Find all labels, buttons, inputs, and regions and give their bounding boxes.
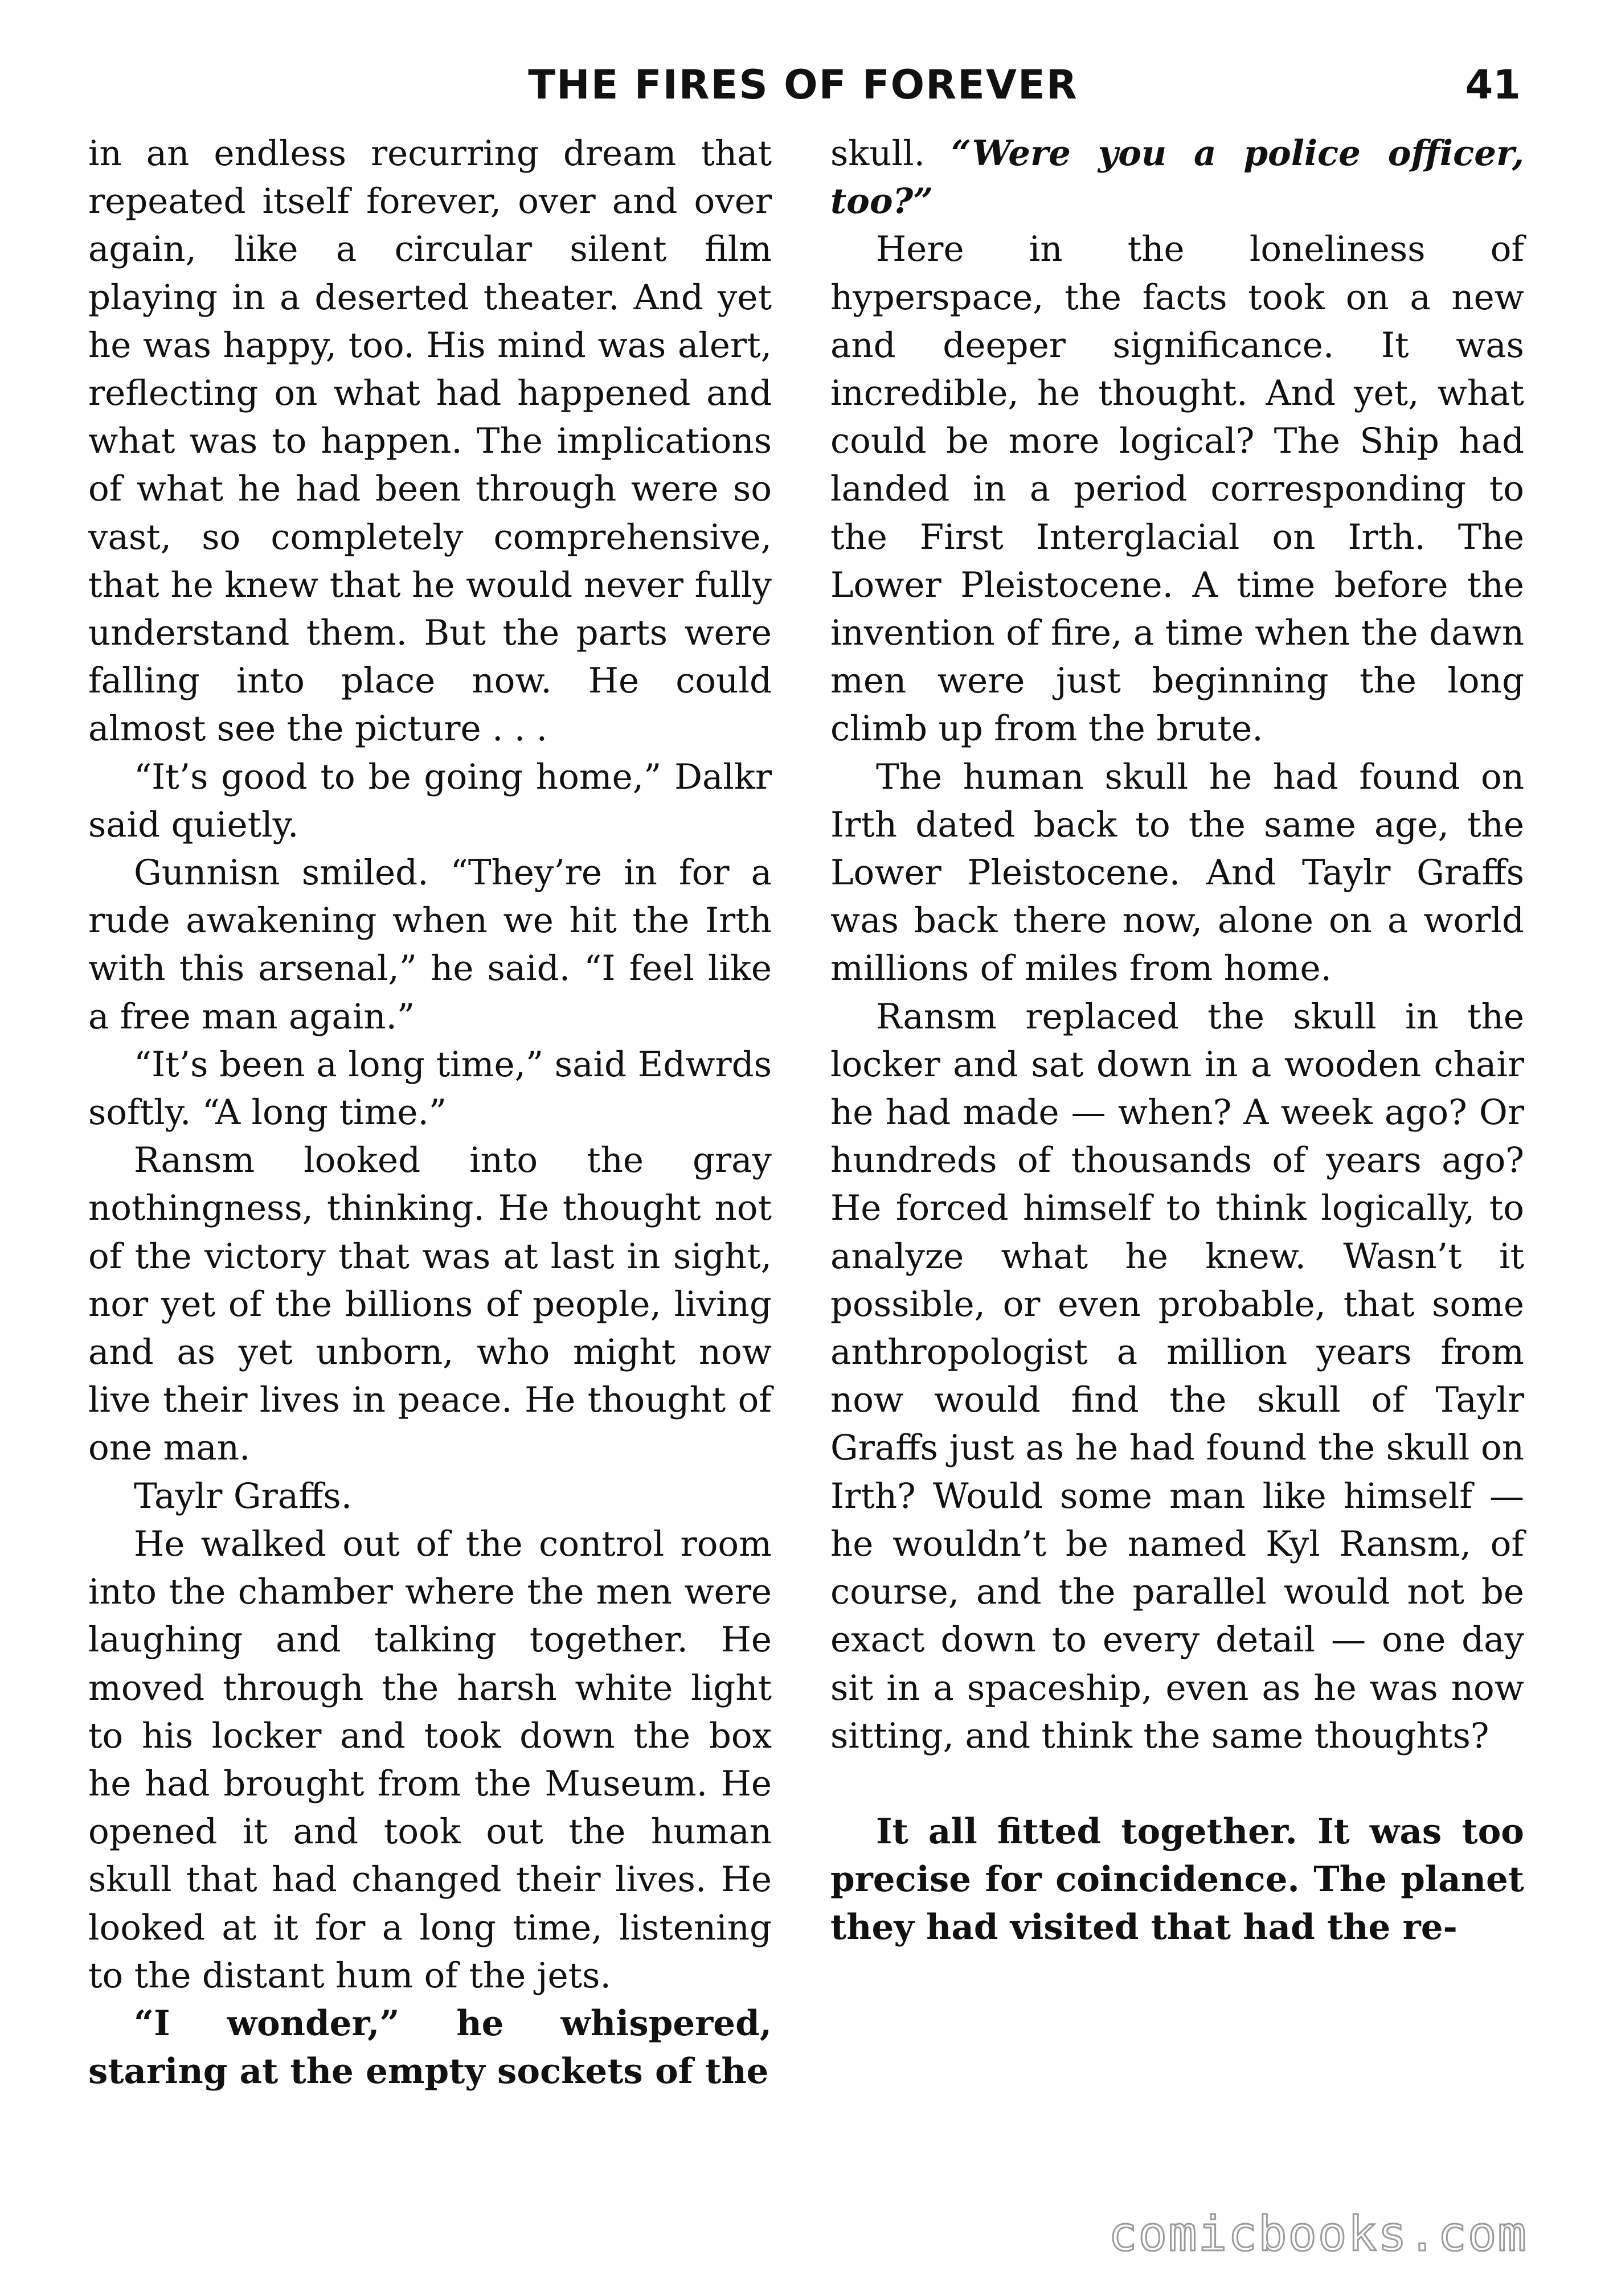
page-number: 41: [1465, 62, 1521, 108]
paragraph: [830, 130, 1524, 226]
paragraph: He walked out of the control room into the chamber where the men were laughing and talking together. He moved through the harsh white light to his locker and took down the box he had brought from the Museum. He opened it and took out the human skull that had changed their lives. He looked at it for a long time, listening to the distant hum of the jets.: [88, 1523, 772, 1996]
paragraph: Ransm replaced the skull in the locker and sat down in a wooden chair he had made — when? A week ago? Or hundreds of thousands of years ago? He forced himself to think logically, to analyze what he knew. Wasn’t it possible, or even probable, that some anthropologist a million years from now would find the skull of Taylr Graffs just as he had found the skull on Irth? Would some man like himself — he wouldn’t be named Kyl Ransm, of course, and the parallel would not be exact down to every detail — one day sit in a spaceship, even as he was now sitting, and think the same thoughts?: [830, 996, 1524, 1756]
paragraph: “I wonder,” he whispered, staring at the empty sockets of the: [88, 2003, 772, 2092]
paragraph: in an endless recurring dream that repeated itself forever, over and over again, like a circular silent film playing in a deserted theater. And yet he was happy, too. His mind was alert, reflecting on what had happened and what was to happen. The implications of what he had been through were so vast, so completely comprehensive, that he knew that he would never fully understand them. But the parts were falling into place now. He could almost see the picture . . .: [88, 133, 772, 749]
paragraph: “It’s been a long time,” said Edwrds softly. “A long time.”: [88, 1044, 772, 1133]
paragraph: Ransm looked into the gray nothingness, thinking. He thought not of the victory that was at last in sight, nor yet of the billions of people, living and as yet unborn, who might now live their lives in peace. He thought of one man.: [88, 1140, 772, 1469]
section-break: [830, 1760, 1524, 1808]
page-header: [85, 62, 1521, 113]
paragraph: “It’s good to be going home,” Dalkr said quietly.: [88, 756, 772, 845]
paragraph: It all fitted together. It was too precise for coincidence. The planet they had visited that had the re-: [830, 1811, 1524, 1948]
paragraph: The human skull he had found on Irth dated back to the same age, the Lower Pleistocene. And Taylr Graffs was back there now, alone on a world millions of miles from home.: [830, 756, 1524, 989]
watermark: comicbooks.com: [1108, 2206, 1528, 2262]
paragraph-text: skull.: [830, 133, 951, 174]
right-column: [830, 130, 1524, 1952]
paragraph: Taylr Graffs.: [134, 1475, 353, 1516]
left-column: [88, 130, 772, 2096]
paragraph: Here in the loneliness of hyperspace, the facts took on a new and deeper significance. It was incredible, he thought. And yet, what could be more logical? The Ship had landed in a period corresponding to the First Interglacial on Irth. The Lower Pleistocene. A time before the invention of fire, a time when the dawn men were just beginning the long climb up from the brute.: [830, 229, 1524, 749]
italic-quote: “Were you a police officer, too?”: [830, 133, 1524, 222]
paragraph: Gunnisn smiled. “They’re in for a rude awakening when we hit the Irth with this arsenal,” he said. “I feel like a free man again.”: [88, 852, 772, 1037]
running-title: THE FIRES OF FOREVER: [528, 62, 1078, 108]
